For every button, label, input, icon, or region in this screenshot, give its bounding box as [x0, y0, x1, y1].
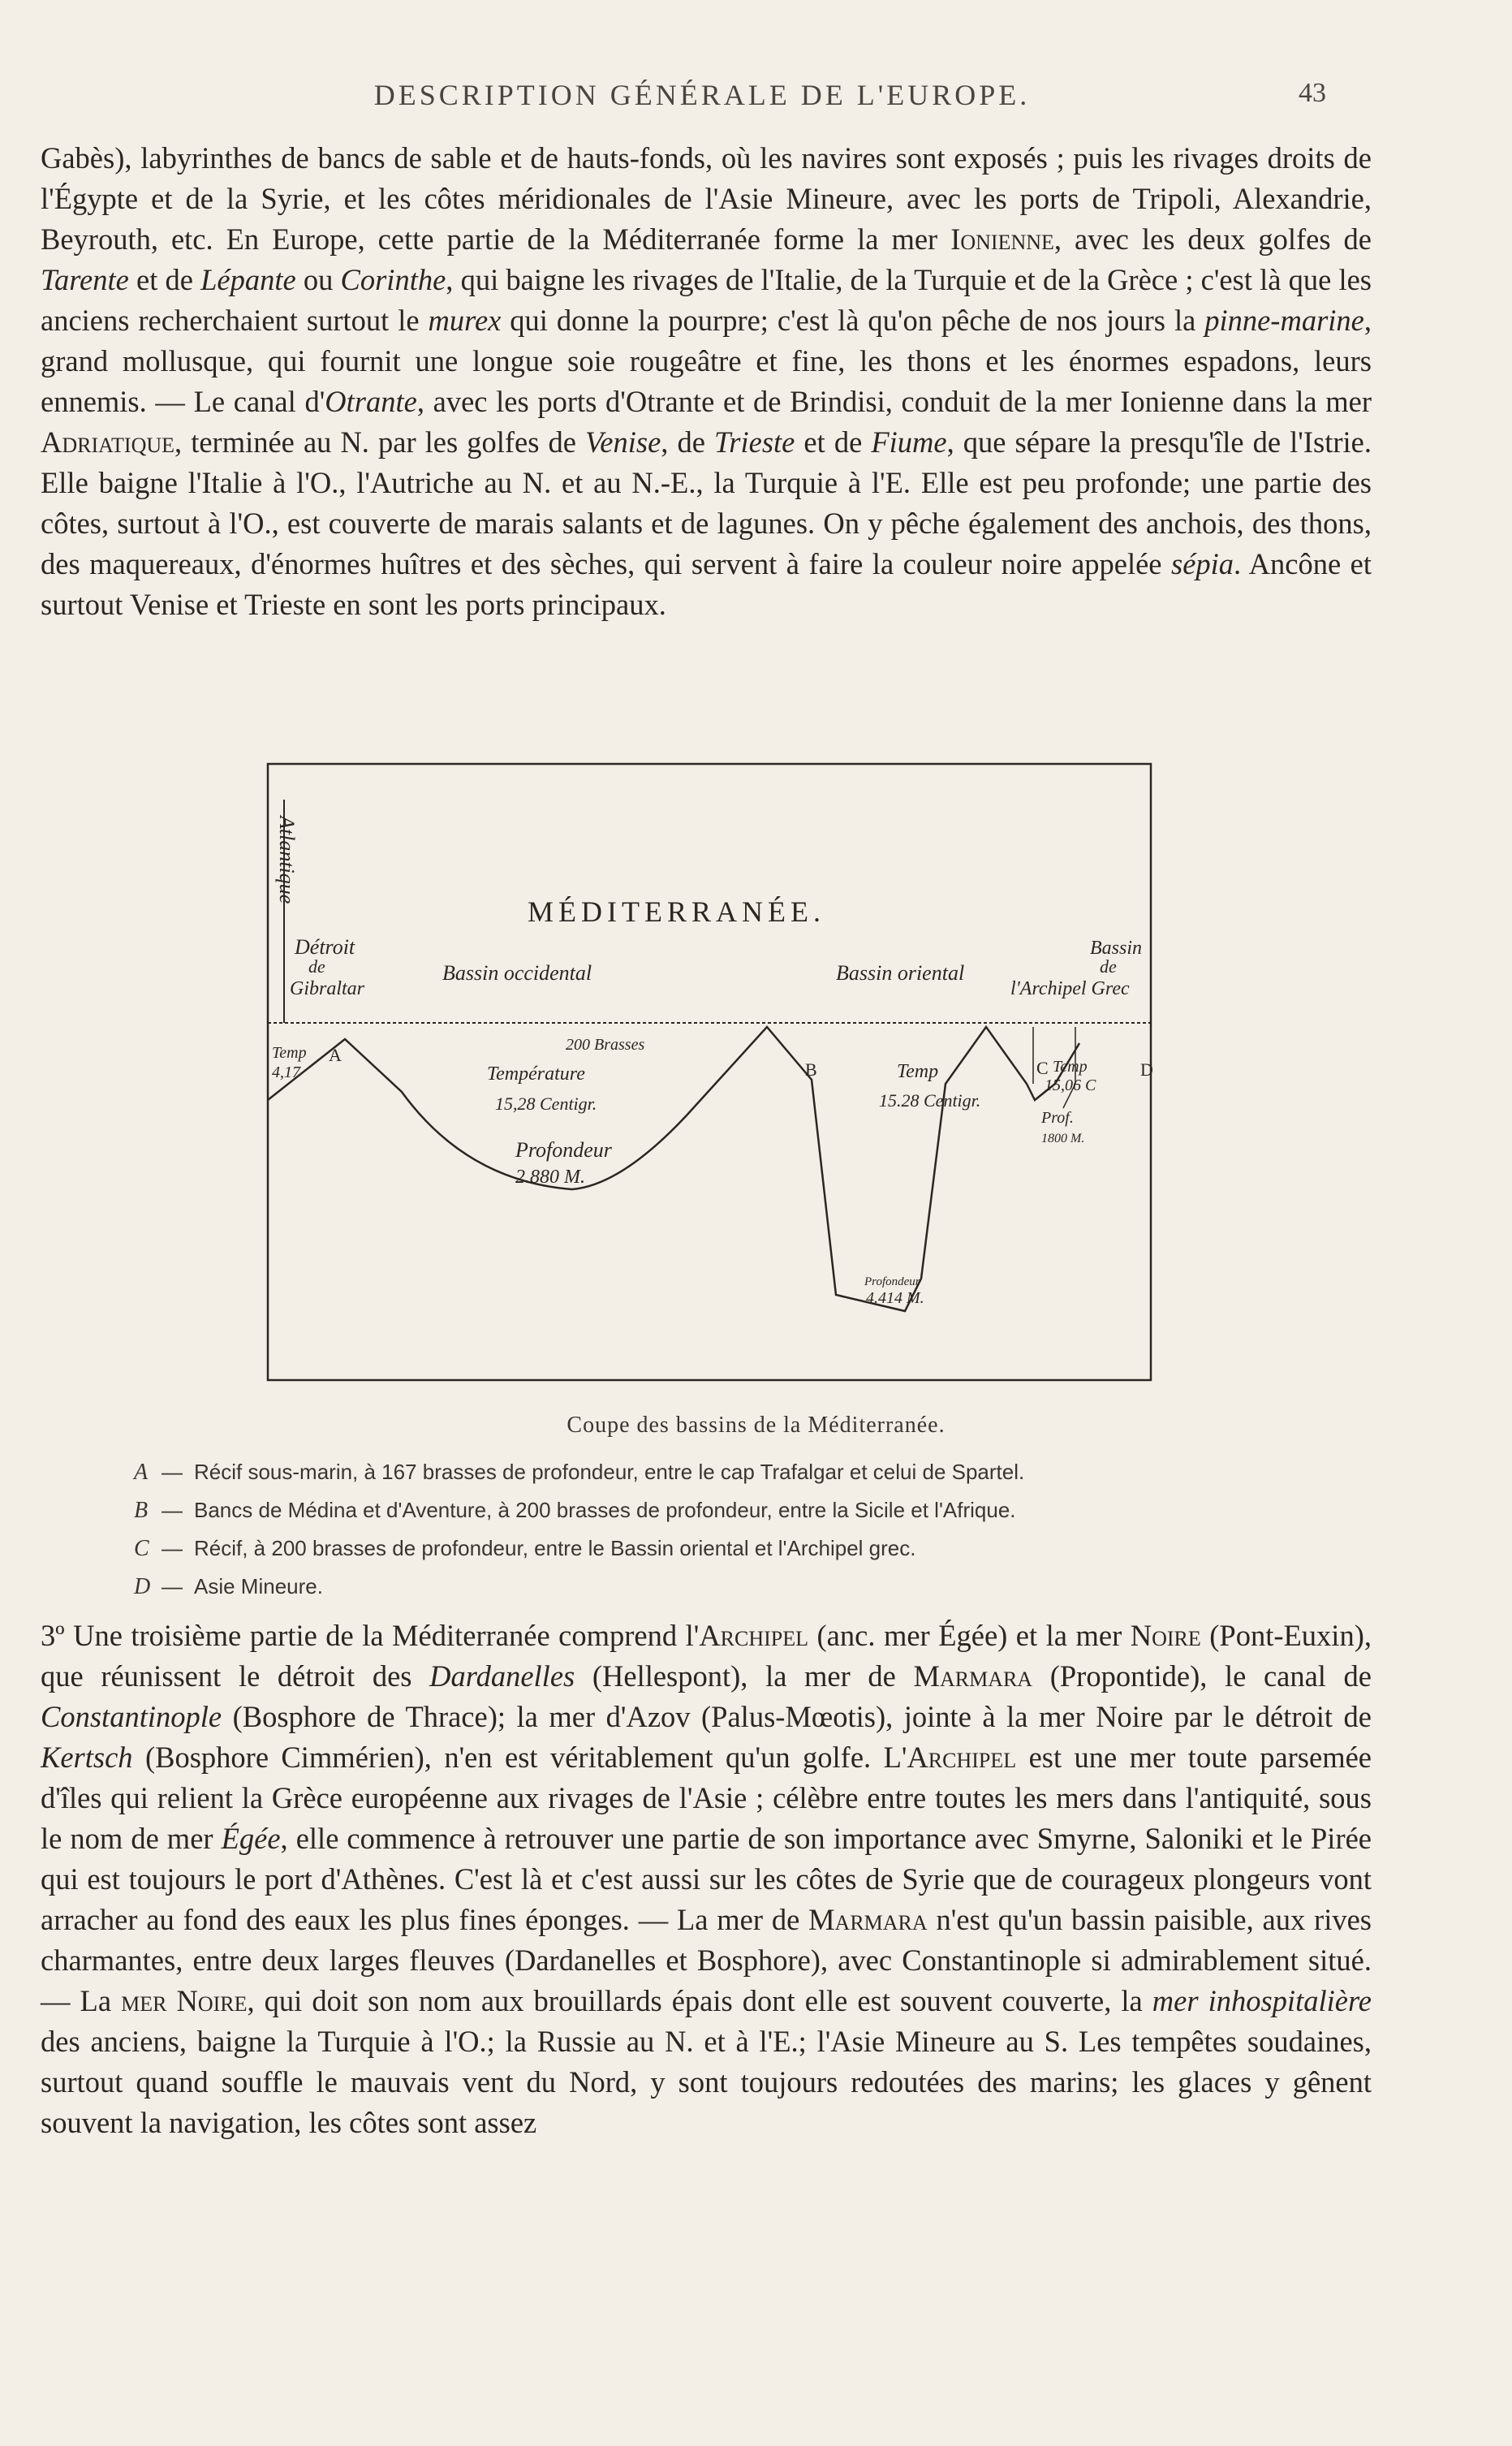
term-tarente: Tarente [41, 263, 129, 296]
label-temp-left-value: 4,17 [272, 1063, 300, 1081]
text-run: et de [128, 263, 201, 296]
running-header [0, 78, 1512, 119]
page-number: 43 [1299, 78, 1326, 108]
figure-caption: Coupe des bassins de la Méditerranée. [566, 1413, 946, 1438]
paragraph-archipel [41, 1616, 1372, 2143]
legend-text: Récif, à 200 brasses de profondeur, entre le Bassin oriental et l'Archipel grec. [194, 1536, 916, 1560]
label-gibraltar: Gibraltar [290, 978, 365, 999]
term-dardanelles: Dardanelles [429, 1659, 575, 1693]
term-constantinople: Constantinople [41, 1700, 222, 1733]
term-murex: murex [428, 304, 502, 337]
text-run: (anc. mer Égée) et la mer [808, 1619, 1131, 1652]
text-run: , que sépare la presqu'île de l'Istrie. Elle baigne l'Italie à l'O., l'Autriche au N. et au N.-E., la Turquie à l'E. Elle est peu profonde; une partie des côtes, surtout à l'O., est couverte de marais salants et de lagunes. On y pêche également des anchois, des thons, des maquereaux, d'énormes huîtres et des sèches, qui servent à faire la couleur noire appelée [41, 425, 1372, 580]
label-detroit-de: de [308, 956, 325, 977]
text-run: , avec les ports d'Otrante et de Brindisi, conduit de la mer Ionienne dans la mer [416, 385, 1372, 418]
legend-key: C [134, 1536, 149, 1561]
legend-key: A [134, 1460, 149, 1485]
section-figure [264, 759, 1157, 1384]
term-marmara: Marmara [913, 1659, 1033, 1693]
term-marmara: Marmara [808, 1903, 928, 1936]
term-venise: Venise [585, 425, 661, 459]
label-brasses: 200 Brasses [566, 1036, 645, 1054]
label-prof-archipel: Prof. [1041, 1109, 1074, 1127]
legend-text: Récif sous-marin, à 167 brasses de profondeur, entre le cap Trafalgar et celui de Spartel. [194, 1460, 1025, 1484]
text-run: (Pont-Euxin), que réunissent le détroit des [41, 1619, 1372, 1693]
term-fiume: Fiume [871, 425, 947, 459]
label-prof-occidental: 2.880 M. [515, 1167, 585, 1188]
label-temp-occidental: 15,28 Centigr. [495, 1094, 597, 1114]
term-egee: Égée [221, 1822, 281, 1855]
term-otrante: Otrante [325, 385, 417, 418]
term-trieste: Trieste [713, 425, 795, 459]
term-ionienne: Ionienne [950, 222, 1054, 256]
term-archipel: Archipel [699, 1619, 809, 1652]
label-bassin-archipel-de: de [1100, 956, 1117, 977]
paragraph-mediterranean-east [41, 138, 1372, 625]
label-bassin-oriental: Bassin oriental [836, 961, 965, 985]
text-run: est une mer toute parsemée d'îles qui relient la Grèce européenne aux rivages de l'Asie ; célèbre entre toutes les mers dans l'antiquité, sous le nom de mer [41, 1741, 1372, 1855]
label-prof-archipel-value: 1800 M. [1041, 1132, 1085, 1145]
term-corinthe: Corinthe [340, 263, 446, 296]
section-number: 3º [41, 1619, 65, 1652]
label-prof-oriental-value: 4.414 M. [866, 1289, 924, 1307]
legend-key: D [134, 1574, 151, 1599]
text-run: , avec les deux golfes de [1053, 222, 1372, 256]
seabed-profile-line [268, 1027, 1079, 1311]
text-run: (Bosphore Cimmérien), n'en est véritablement qu'un golfe. L' [132, 1741, 907, 1774]
text-run: , qui doit son nom aux brouillards épais dont elle est souvent couverte, la [247, 1984, 1152, 2017]
term-noire: Noire [1130, 1619, 1201, 1652]
term-sepia: sépia [1171, 547, 1234, 580]
term-archipel: Archipel [907, 1741, 1017, 1774]
label-profondeur: Profondeur [515, 1138, 612, 1162]
text-run: ou [295, 263, 341, 296]
text-run: des anciens, baigne la Turquie à l'O.; la Russie au N. et à l'E.; l'Asie Mineure au S. Les tempêtes soudaines, surtout quand souffle le mauvais vent du Nord, y sont toujours redoutées des marins; les glaces y gênent souvent la navigation, les côtes sont assez [41, 2025, 1372, 2139]
text-run: , de [661, 425, 714, 459]
term-mer-inhospitaliere: mer inhospitalière [1152, 1984, 1372, 2017]
legend-key: B [134, 1498, 149, 1523]
text-run: . Ancône et surtout Venise et Trieste en sont les ports principaux. [41, 547, 1372, 621]
term-mer-noire: mer Noire [121, 1984, 248, 2017]
text-run: Gabès), labyrinthes de bancs de sable et de hauts-fonds, où les navires sont exposés ; puis les rivages droits de l'Égypte et de la Syrie, et les côtes méridionales de l'Asie Mineure, avec les ports de Tripoli, Alexandrie, Beyrouth, etc. En Europe, cette partie de la Méditerranée forme la mer [41, 141, 1372, 256]
text-run: n'est qu'un bassin paisible, aux rives charmantes, entre deux larges fleuves (Dardanelles et Bosphore), avec Constantinople si admirablement situé. — La [41, 1903, 1372, 2017]
text-run: , grand mollusque, qui fournit une longue soie rougeâtre et fine, les thons et les énormes espadons, leurs ennemis. — Le canal d' [41, 304, 1372, 418]
mediterranean-cross-section [264, 759, 1157, 1384]
label-marker-a: A [329, 1045, 342, 1065]
label-archipel-grec: l'Archipel Grec [1010, 978, 1130, 999]
figure-legend [134, 1453, 1432, 1606]
label-temp-oriental-value: 15.28 Centigr. [879, 1090, 981, 1111]
legend-row: A — Récif sous-marin, à 167 brasses de profondeur, entre le cap Trafalgar et celui de Spartel. [134, 1453, 1432, 1491]
label-detroit: Détroit [295, 935, 355, 959]
term-adriatique: Adriatique [41, 425, 175, 459]
text-run: (Propontide), le canal de [1032, 1659, 1372, 1693]
label-temp-archipel-value: 15,06 C [1045, 1076, 1096, 1094]
label-temp-left: Temp [272, 1044, 307, 1062]
figure-title: MÉDITERRANÉE. [528, 895, 825, 928]
legend-row: B — Bancs de Médina et d'Aventure, à 200 brasses de profondeur, entre la Sicile et l'Afrique. [134, 1491, 1432, 1529]
text-run: Une troisième partie de la Méditerranée comprend l' [64, 1619, 700, 1652]
text-run: , terminée au N. par les golfes de [174, 425, 586, 459]
label-temp-archipel: Temp [1053, 1058, 1088, 1076]
text-run: (Bosphore de Thrace); la mer d'Azov (Palus-Mœotis), jointe à la mer Noire par le détroit de [222, 1700, 1372, 1733]
label-bassin-occidental: Bassin occidental [442, 961, 592, 985]
label-marker-d: D [1140, 1059, 1153, 1080]
label-marker-b: B [805, 1059, 817, 1080]
legend-text: Bancs de Médina et d'Aventure, à 200 brasses de profondeur, entre la Sicile et l'Afrique. [194, 1498, 1016, 1522]
text-run: (Hellespont), la mer de [575, 1659, 914, 1693]
text-run: qui donne la pourpre; c'est là qu'on pêche de nos jours la [501, 304, 1205, 337]
label-temp-oriental: Temp [897, 1061, 939, 1082]
label-bassin-archipel: Bassin [1090, 938, 1143, 959]
legend-text: Asie Mineure. [194, 1574, 323, 1598]
running-title: DESCRIPTION GÉNÉRALE DE L'EUROPE. [373, 79, 1031, 111]
term-pinne-marine: pinne-marine [1204, 304, 1364, 337]
label-atlantique: Atlantique [275, 816, 299, 904]
text-run: , qui baigne les rivages de l'Italie, de la Turquie et de la Grèce ; c'est là que les anciens recherchaient surtout le [41, 263, 1372, 337]
term-kertsch: Kertsch [41, 1741, 133, 1774]
label-temperature: Température [487, 1063, 585, 1085]
label-prof-oriental: Profondeur [864, 1275, 920, 1288]
legend-row: C — Récif, à 200 brasses de profondeur, entre le Bassin oriental et l'Archipel grec. [134, 1529, 1432, 1568]
legend-row: D — Asie Mineure. [134, 1568, 1432, 1606]
text-run: , elle commence à retrouver une partie de son importance avec Smyrne, Saloniki et le Pirée qui est toujours le port d'Athènes. C'est là et c'est aussi sur les côtes de Syrie que de courageux plongeurs vont arracher au fond des eaux les plus fines éponges. — La mer de [41, 1822, 1372, 1936]
label-marker-c: C [1036, 1058, 1049, 1078]
text-run: et de [795, 425, 872, 459]
term-lepante: Lépante [200, 263, 296, 296]
